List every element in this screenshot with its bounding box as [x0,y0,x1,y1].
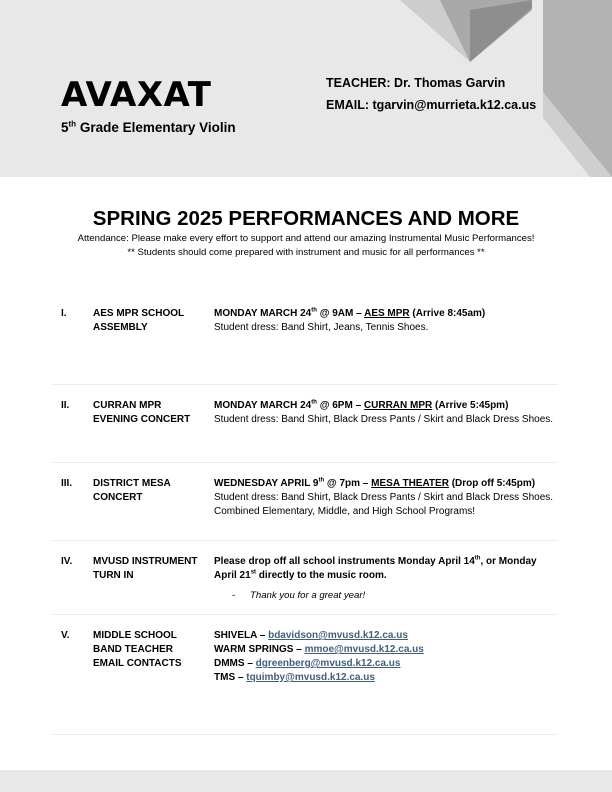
event-name: MIDDLE SCHOOL BAND TEACHER EMAIL CONTACTS [93,630,182,669]
event-details: MONDAY MARCH 24th @ 9AM – AES MPR (Arrive 8:45am) Student dress: Band Shirt, Jeans, Tennis Shoes. [214,307,559,335]
email-link[interactable]: bdavidson@mvusd.k12.ca.us [268,630,408,641]
event-name: CURRAN MPR EVENING CONCERT [93,400,191,425]
dress-code: Student dress: Band Shirt, Black Dress Pants / Skirt and Black Dress Shoes. [214,414,554,425]
teacher-email: EMAIL: tgarvin@murrieta.k12.ca.us [326,98,537,112]
venue: AES MPR [364,308,410,319]
divider [52,384,558,385]
event-name: DISTRICT MESA CONCERT [93,478,171,503]
contact-list [214,629,559,685]
subtitle: 5th Grade Elementary Violin [61,119,236,135]
event-name: MVUSD INSTRUMENT TURN IN [93,556,198,581]
event-details: Please drop off all school instruments Monday April 14th, or Monday April 21st directly to the music room. - Thank you for a great year! [214,555,559,603]
dress-code: Student dress: Band Shirt, Black Dress Pants / Skirt and Black Dress Shoes. [214,492,554,503]
thank-you-note: - Thank you for a great year! [232,590,366,601]
program-note: Combined Elementary, Middle, and High School Programs! [214,506,476,517]
divider [52,734,558,735]
contact-line: DMMS – dgreenberg@mvusd.k12.ca.us [214,658,401,669]
row-number: IV. [61,556,73,567]
venue: CURRAN MPR [363,400,433,411]
email-link[interactable]: mmoe@mvusd.k12.ca.us [304,644,424,655]
venue: MESA THEATER [371,478,449,489]
divider [52,540,558,541]
footer-band [0,770,612,792]
row-number: V. [61,630,70,641]
email-link[interactable]: tquimby@mvusd.k12.ca.us [246,672,375,683]
row-number: III. [61,478,73,489]
event-details: WEDNESDAY APRIL 9th @ 7pm – MESA THEATER (Drop off 5:45pm) Student dress: Band Shirt, Black Dress Pants / Skirt and Black Dress Shoes. Combined Elementary, Middle, and High School Programs! [214,477,559,519]
contact-line: TMS – tquimby@mvusd.k12.ca.us [214,672,375,683]
divider [52,614,558,615]
event-name: AES MPR SCHOOL ASSEMBLY [93,308,184,333]
contact-line: SHIVELA – bdavidson@mvusd.k12.ca.us [214,630,408,641]
email-link[interactable]: dgreenberg@mvusd.k12.ca.us [255,658,401,669]
header-band [0,0,612,177]
page-title: AVAXAT [61,75,212,115]
main-heading: SPRING 2025 PERFORMANCES AND MORE [92,207,520,230]
teacher-name: TEACHER: Dr. Thomas Garvin [326,76,506,90]
contact-line: WARM SPRINGS – mmoe@mvusd.k12.ca.us [214,644,424,655]
event-details: MONDAY MARCH 24th @ 6PM – CURRAN MPR (Arrive 5:45pm) Student dress: Band Shirt, Black Dress Pants / Skirt and Black Dress Shoes. [214,399,559,427]
row-number: II. [61,400,70,411]
row-number: I. [61,308,67,319]
prepared-text: ** Students should come prepared with instrument and music for all performances ** [127,247,485,258]
attendance-text: Attendance: Please make every effort to support and attend our amazing Instrumental Music Performances! [77,233,535,244]
dress-code: Student dress: Band Shirt, Jeans, Tennis Shoes. [214,322,429,333]
divider [52,462,558,463]
